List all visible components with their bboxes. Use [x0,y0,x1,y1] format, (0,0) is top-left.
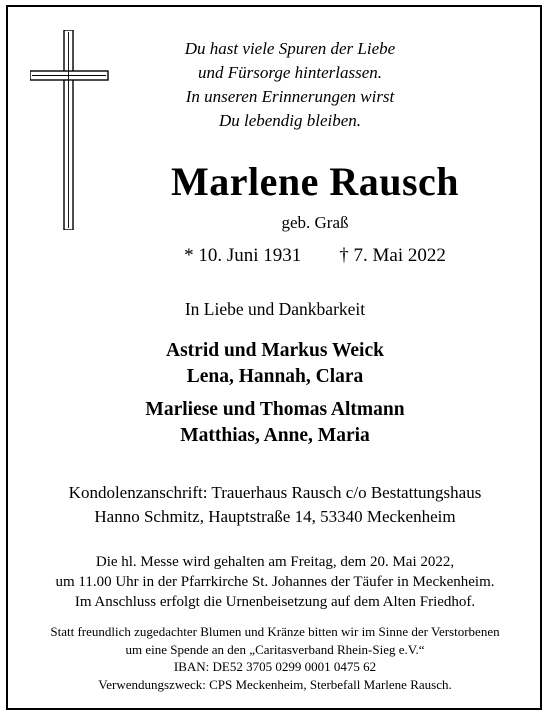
poem-line: und Fürsorge hinterlassen. [197,63,382,82]
memorial-poem [120,37,460,133]
condolence-address [0,481,550,529]
death-date: † 7. Mai 2022 [339,245,446,266]
poem-line: Du hast viele Spuren der Liebe [184,39,396,58]
life-dates [80,243,550,269]
donation-info [0,623,550,693]
family-group [0,397,550,449]
donation-line: IBAN: DE52 3705 0299 0001 0475 62 [173,659,377,674]
birth-date: * 10. Juni 1931 [184,245,302,266]
donation-line: Verwendungszweck: CPS Meckenheim, Sterbefall Marlene Rausch. [98,676,452,692]
deceased-name: Marlene Rausch [170,159,460,204]
mass-line: Im Anschluss erfolgt die Urnenbeisetzung auf dem Alten Friedhof. [74,594,476,610]
family-line: Marliese und Thomas Altmann [145,399,405,420]
address-line: Kondolenzanschrift: Trauerhaus Rausch c/o Bestattungshaus [68,483,482,502]
family-line: Matthias, Anne, Maria [180,425,370,446]
family-group [0,338,550,390]
poem-line: Du lebendig bleiben. [218,111,362,130]
family-line: Astrid und Markus Weick [166,340,384,361]
poem-line: In unseren Erinnerungen wirst [185,87,395,106]
donation-line: Statt freundlich zugedachter Blumen und Kränze bitten wir im Sinne der Verstorbenen [50,624,500,639]
maiden-name: geb. Graß [281,213,349,232]
address-line: Hanno Schmitz, Hauptstraße 14, 53340 Meckenheim [94,507,456,526]
mass-line: Die hl. Messe wird gehalten am Freitag, dem 20. Mai 2022, [95,554,455,570]
donation-line: um eine Spende an den „Caritasverband Rhein-Sieg e.V.“ [125,641,425,657]
mass-line: um 11.00 Uhr in der Pfarrkirche St. Johannes der Täufer in Meckenheim. [55,574,495,590]
dedication: In Liebe und Dankbarkeit [184,299,366,319]
family-line: Lena, Hannah, Clara [186,366,364,387]
mass-info [0,552,550,612]
